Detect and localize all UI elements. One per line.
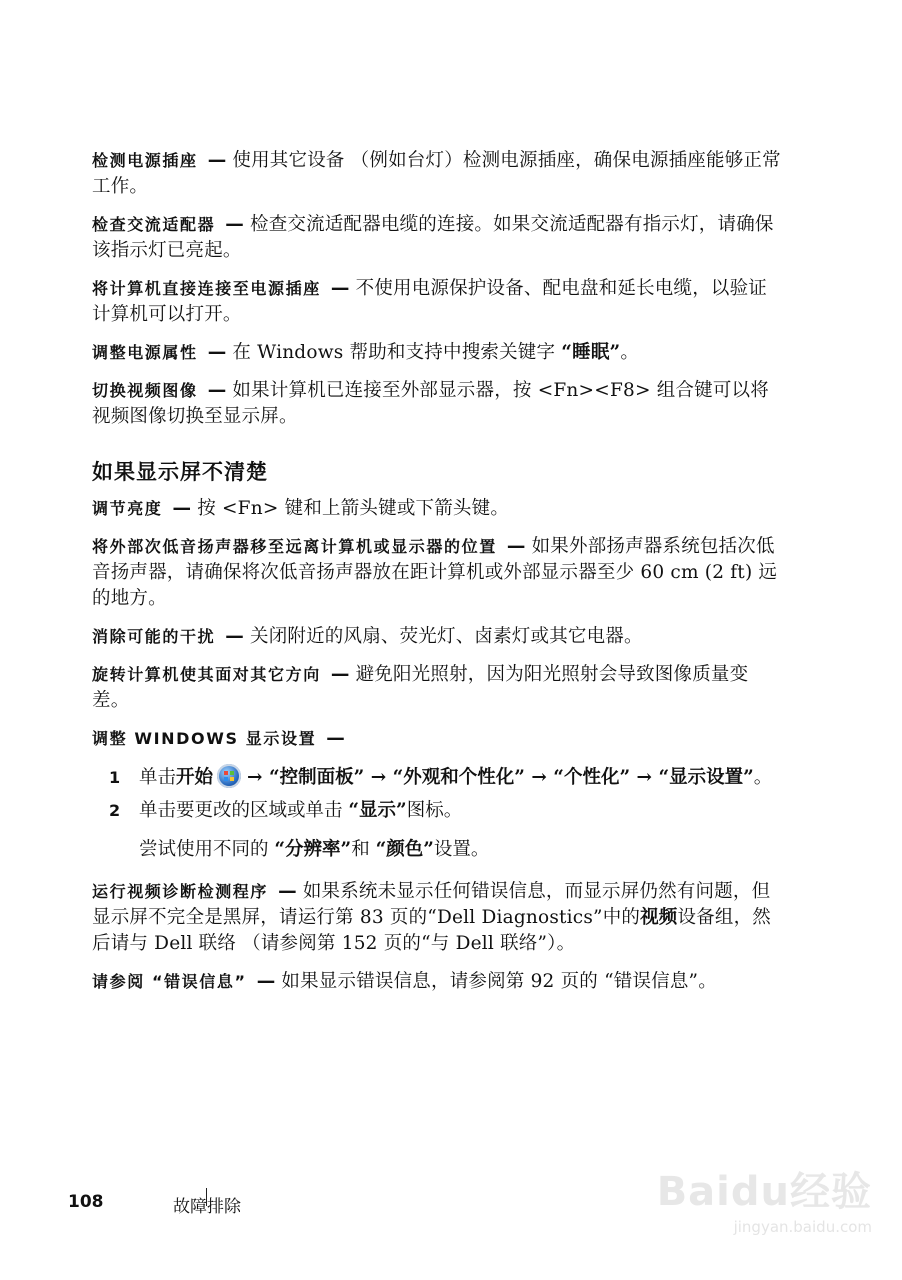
menu-path: → “控制面板” → “外观和个性化” → “个性化” → “显示设置”: [247, 767, 754, 788]
step-2: [92, 797, 782, 824]
page-number: 108: [68, 1192, 104, 1212]
note-text: 尝试使用不同的: [139, 839, 275, 860]
entry-text-after: 。: [620, 342, 640, 363]
step-text-after: 。: [753, 767, 773, 788]
entry-move-subwoofer: [92, 534, 782, 612]
entry-term: 请参阅 “错误信息”: [92, 972, 247, 991]
entry-direct-connect: [92, 276, 782, 328]
em-dash: —: [207, 380, 227, 401]
entry-text: 在 Windows 帮助和支持中搜索关键字: [232, 342, 562, 363]
page-content: [92, 148, 782, 1007]
chapter-title: 故障排除: [173, 1197, 241, 1217]
entry-term: 旋转计算机使其面对其它方向: [92, 665, 321, 684]
em-dash: —: [330, 278, 350, 299]
watermark: [656, 1150, 872, 1250]
em-dash: —: [278, 881, 297, 902]
entry-text: 如果计算机已连接至外部显示器，按 <Fn><F8> 组合键可以将视频图像切换至显示屏。: [92, 380, 769, 427]
steps-list: [92, 764, 782, 824]
entry-term: 消除可能的干扰: [92, 627, 216, 646]
entry-term: 调整电源属性: [92, 343, 198, 362]
resolution-label: “分辨率”: [274, 839, 352, 860]
step-text-after: 图标。: [406, 800, 463, 821]
entry-text: 避免阳光照射，因为阳光照射会导致图像质量变差。: [92, 664, 749, 711]
watermark-url: jingyan.baidu.com: [733, 1218, 872, 1236]
entry-see-error-messages: [92, 969, 782, 995]
keyword-sleep: “睡眠”: [561, 342, 621, 363]
note-text: 和: [351, 839, 376, 860]
entry-check-outlet: [92, 148, 782, 200]
entry-run-video-diagnostics: [92, 879, 782, 957]
start-label: 开始: [176, 767, 214, 788]
em-dash: —: [330, 664, 350, 685]
entry-term: 切换视频图像: [92, 381, 198, 400]
display-label: “显示”: [348, 800, 407, 821]
entry-text-after: 设备组，然后请与 Dell 联络 （请参阅第 152 页的“与 Dell 联络”）。: [92, 907, 772, 954]
video-label: 视频: [640, 907, 678, 928]
em-dash: —: [207, 342, 227, 363]
entry-term: 调整 WINDOWS 显示设置: [92, 729, 317, 748]
section-title: 如果显示屏不清楚: [92, 460, 268, 484]
entry-term: 将计算机直接连接至电源插座: [92, 279, 321, 298]
em-dash: —: [506, 536, 526, 557]
em-dash: —: [225, 626, 244, 647]
em-dash: —: [326, 728, 345, 749]
entry-term: 检测电源插座: [92, 151, 198, 170]
entry-power-properties: [92, 340, 782, 366]
entry-rotate-computer: [92, 662, 782, 714]
entry-text: 如果外部扬声器系统包括次低音扬声器，请确保将次低音扬声器放在距计算机或外部显示器至少 60 cm (2 ft) 远的地方。: [92, 536, 778, 609]
entry-text: 如果系统未显示任何错误信息，而显示屏仍然有问题，但显示屏不完全是黑屏，请运行第 83 页的“Dell Diagnostics”中的: [92, 881, 771, 928]
step-number: 1: [109, 768, 121, 787]
entry-text: 关闭附近的风扇、荧光灯、卤素灯或其它电器。: [250, 626, 643, 647]
em-dash: —: [225, 214, 244, 235]
watermark-logo: Baidu经验: [656, 1169, 872, 1215]
em-dash: —: [256, 971, 276, 992]
step-1: [92, 764, 782, 791]
entry-text: 按 <Fn> 键和上箭头键或下箭头键。: [197, 498, 510, 519]
entry-term: 运行视频诊断检测程序: [92, 882, 269, 901]
entry-text: 检查交流适配器电缆的连接。如果交流适配器有指示灯，请确保该指示灯已亮起。: [92, 214, 774, 261]
note-text: 设置。: [433, 839, 490, 860]
entry-adjust-brightness: [92, 496, 782, 522]
entry-eliminate-interference: [92, 624, 782, 650]
entry-term: 将外部次低音扬声器移至远离计算机或显示器的位置: [92, 537, 497, 556]
em-dash: —: [207, 150, 227, 171]
step-text: 单击要更改的区域或单击: [139, 800, 349, 821]
entry-switch-video: [92, 378, 782, 430]
entry-text: 不使用电源保护设备、配电盘和延长电缆，以验证计算机可以打开。: [92, 278, 768, 325]
color-label: “颜色”: [375, 839, 434, 860]
entry-term: 检查交流适配器: [92, 215, 216, 234]
entry-check-ac-adapter: [92, 212, 782, 264]
entry-text: 如果显示错误信息，请参阅第 92 页的 “错误信息”。: [281, 971, 717, 992]
adjust-windows-display-heading: [92, 726, 782, 752]
entry-text: 使用其它设备 （例如台灯）检测电源插座，确保电源插座能够正常工作。: [92, 150, 781, 197]
em-dash: —: [172, 498, 192, 519]
entry-term: 调节亮度: [92, 499, 163, 518]
step-text: 单击: [139, 767, 177, 788]
step-number: 2: [109, 801, 121, 820]
windows-start-icon: [217, 764, 241, 788]
step-note: [92, 836, 782, 863]
